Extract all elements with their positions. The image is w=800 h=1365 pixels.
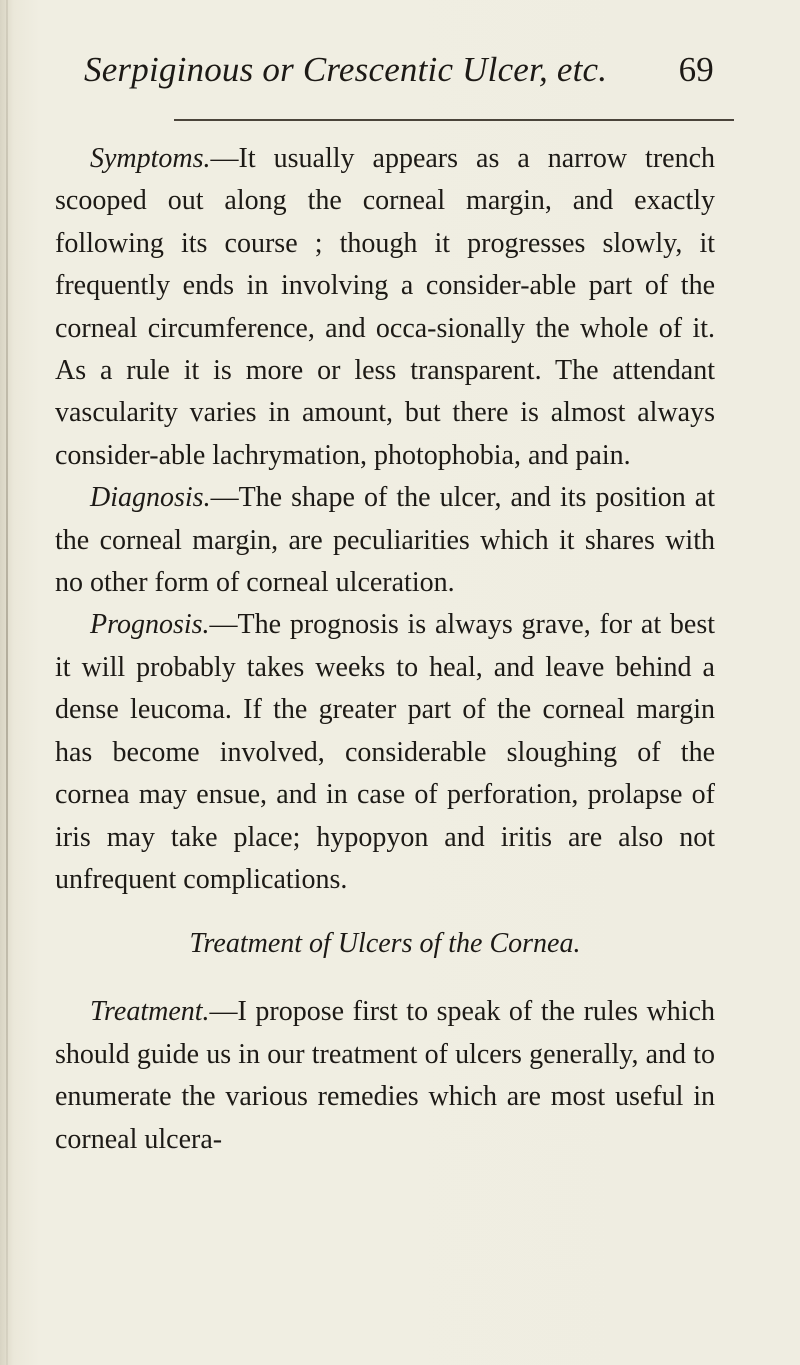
section-heading: Treatment of Ulcers of the Cornea. xyxy=(189,928,581,960)
prognosis-paragraph xyxy=(55,604,715,901)
treatment-text: —I propose first to speak of the rules which should guide us in our treatment of ulcers generally, and to enumerate the various remedies which are most useful in corneal ulcera- xyxy=(55,996,715,1155)
page-number: 69 xyxy=(678,50,714,89)
running-head-title: Serpiginous or Crescentic Ulcer, etc. xyxy=(84,50,608,89)
header-rule xyxy=(174,119,734,121)
prognosis-text: —The prognosis is always grave, for at best it will probably takes weeks to heal, and leave behind a dense leucoma. If the greater part of the corneal margin has become involved, considerable sloughing of the cornea may ensue, and in case of perforation, prolapse of iris may take place; hypopyon and iritis are also not unfrequent complications. xyxy=(55,609,715,895)
diagnosis-lead: Diagnosis. xyxy=(90,482,211,514)
gutter-shadow xyxy=(6,0,8,1365)
prognosis-lead: Prognosis. xyxy=(90,609,210,641)
body-text xyxy=(55,138,715,1161)
diagnosis-paragraph xyxy=(55,477,715,604)
treatment-paragraph xyxy=(55,991,715,1161)
symptoms-lead: Symptoms. xyxy=(90,143,211,174)
running-head xyxy=(84,50,714,90)
symptoms-text: —It usually appears as a narrow trench scooped out along the corneal margin, and exactly following its course ; though it progresses slowly, it frequently ends in involving a consider-able part of the corneal circumference, and occa-sionally the whole of it. As a rule it is more or less transparent. The attendant vascularity varies in amount, but there is almost always consider-able lachrymation, photophobia, and pain. xyxy=(55,143,715,471)
symptoms-paragraph xyxy=(55,138,715,477)
diagnosis-text: —The shape of the ulcer, and its position at the corneal margin, are peculiarities which it shares with no other form of corneal ulceration. xyxy=(55,482,715,599)
treatment-lead: Treatment. xyxy=(90,996,210,1028)
